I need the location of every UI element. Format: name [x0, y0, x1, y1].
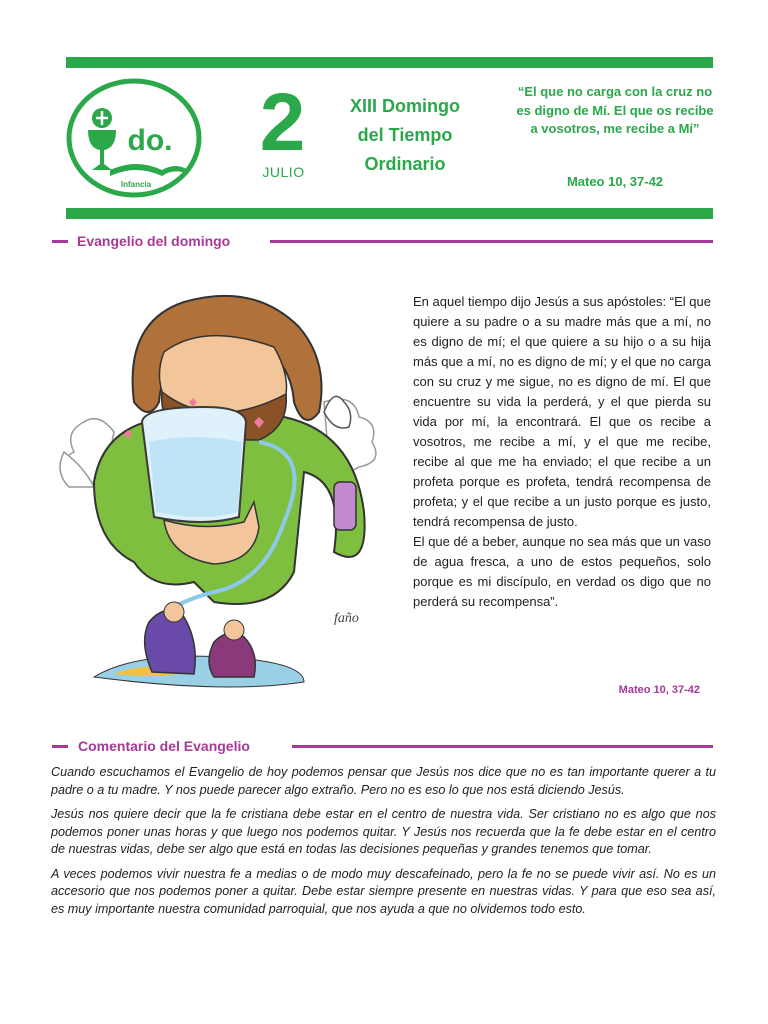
sunday-title-line: Ordinario — [364, 154, 446, 174]
gospel-reference: Mateo 10, 37-42 — [618, 684, 700, 696]
commentary-paragraph: Jesús nos quiere decir que la fe cristiana debe estar en el centro de nuestra vida. Ser cristiano no es algo que nos podemos poner unas horas y que luego nos podemos quitar. Y Jesús nos recuerda que la fe debe estar en el centro de nuestras vidas, debe ser algo que está en todas las decisiones pequeñas y grandes tenemos que tomar. — [51, 807, 716, 856]
header-bottom-bar — [66, 208, 713, 219]
gospel-text — [413, 292, 711, 612]
sunday-title-line: XIII Domingo — [350, 96, 460, 116]
section-rule-right — [292, 745, 713, 748]
header-quote: “El que no carga con la cruz no es digno de Mí. El que os recibe a vosotros, me recibe a Mí” — [516, 84, 714, 136]
commentary-section-header — [52, 736, 713, 756]
header-top-bar — [66, 57, 713, 68]
gospel-paragraph: El que dé a beber, aunque no sea más que un vaso de agua fresca, a uno de estos pequeños, solo porque es mi discípulo, en verdad os digo que no perderá su recompensa”. — [413, 534, 711, 609]
commentary-paragraph: Cuando escuchamos el Evangelio de hoy podemos pensar que Jesús nos dice que no es tan importante querer a tu padre o a tu madre. Y nos puede parecer algo extraño. Pero no es eso lo que nos está diciendo Jesús. — [51, 765, 716, 797]
commentary-paragraph: A veces podemos vivir nuestra fe a medias o de modo muy descafeinado, pero la fe no se puede vivir así. No es un accesorio que nos podemos poner a quitar. Debe estar siempre presente en nuestras vidas. Y para que eso sea así, es muy importante nuestra comunidad parroquial, que nos ayuda a que no olvidemos todo esto. — [51, 866, 716, 916]
gospel-paragraph: En aquel tiempo dijo Jesús a sus apóstoles: “El que quiere a su padre o a su madre más que a mí, no es digno de mí; el que quiere a su hijo o a su hija más que a mí, no es digno de mí; y el que no carga con su cruz y me sigue, no es digno de mí. El que encuentre su vida la perderá, y el que pierda su vida por mí, la encontrará. El que os recibe a vosotros, me recibe a mí, y el que me recibe, recibe al que me ha enviado; el que recibe a un profeta porque es profeta, tendrá recompensa de profeta; y el que recibe a un justo porque es justo, tendrá recompensa de justo. — [413, 294, 711, 529]
section-rule-left — [52, 240, 68, 243]
jesus-illustration — [54, 282, 394, 702]
logo-subtext: Infancia — [120, 180, 152, 189]
sunday-title-line: del Tiempo — [357, 125, 453, 145]
gospel-section-header — [52, 231, 713, 251]
commentary-section-title: Comentario del Evangelio — [78, 738, 250, 754]
sunday-title — [340, 92, 470, 179]
section-rule-left — [52, 745, 68, 748]
date-day: 2 — [259, 77, 306, 168]
parish-logo — [66, 78, 202, 198]
header-quote-reference: Mateo 10, 37-42 — [566, 174, 664, 189]
section-rule-right — [270, 240, 713, 243]
illustration-signature: faño — [334, 611, 359, 626]
commentary-text — [51, 764, 716, 925]
gospel-section-title: Evangelio del domingo — [77, 233, 231, 249]
logo-text: do. — [127, 124, 173, 157]
date-month: JULIO — [262, 164, 305, 180]
